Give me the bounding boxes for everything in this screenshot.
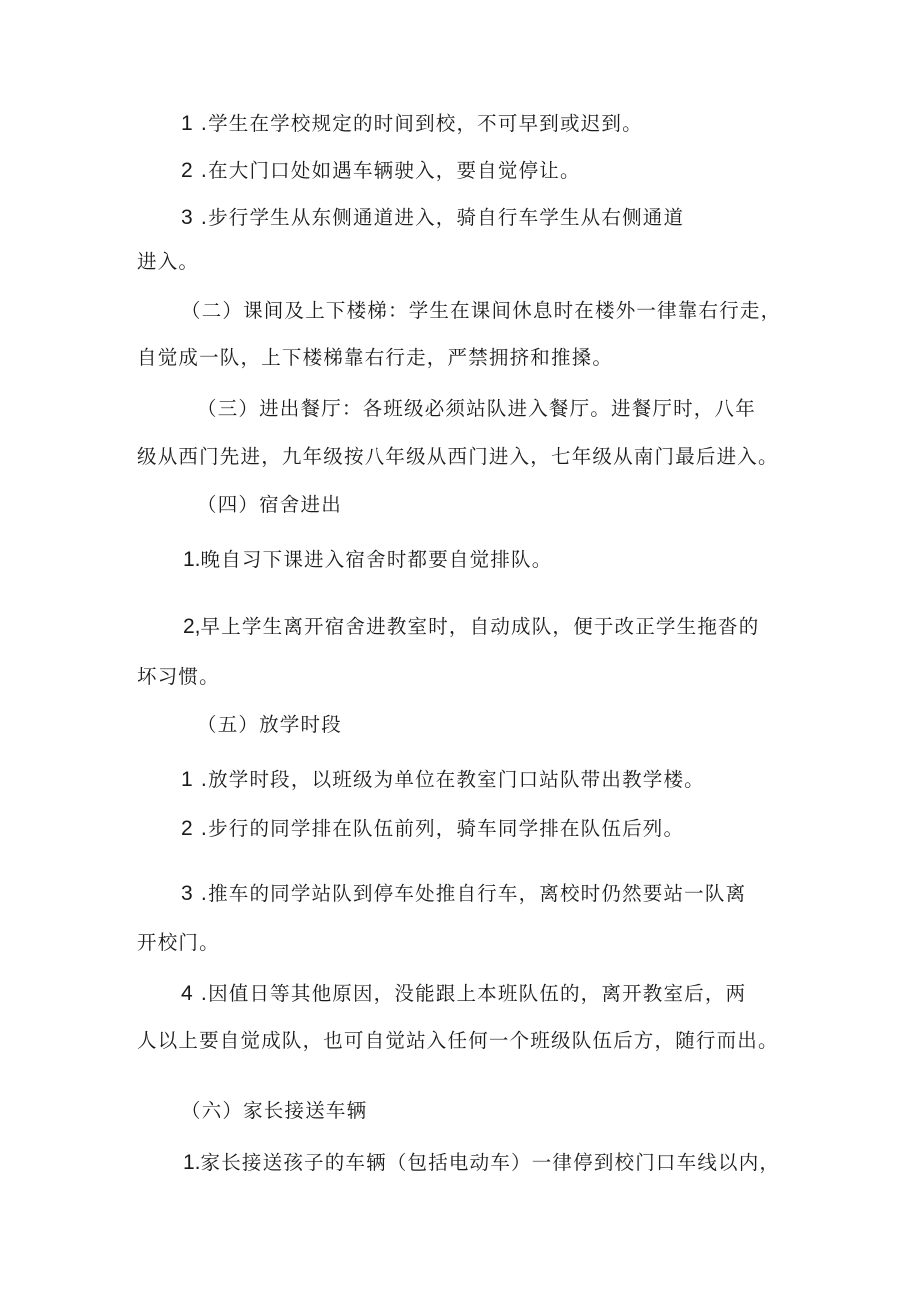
item-number: 2 bbox=[181, 159, 193, 182]
item-number: 2 bbox=[181, 817, 193, 840]
section-heading-4 bbox=[197, 491, 342, 519]
item-text: .步行的同学排在队伍前列，骑车同学排在队伍后列。 bbox=[200, 817, 685, 840]
paragraph-line bbox=[137, 929, 220, 957]
item-text: 家长接送孩子的车辆（包括电动车）一律停到校门口车线以内， bbox=[200, 1151, 781, 1174]
line-text: 坏习惯。 bbox=[137, 665, 220, 688]
item-text: 早上学生离开宿舍进教室时，自动成队，便于改正学生拖沓的 bbox=[200, 615, 760, 638]
list-item-1 bbox=[183, 1149, 780, 1177]
item-number: 1 bbox=[181, 768, 193, 791]
item-number: 1. bbox=[183, 548, 201, 571]
list-item-2 bbox=[183, 613, 759, 641]
item-number: 2, bbox=[183, 615, 201, 638]
paragraph-line bbox=[137, 1027, 779, 1055]
list-item-1 bbox=[181, 110, 643, 138]
item-text: 晚自习下课进入宿舍时都要自觉排队。 bbox=[200, 548, 553, 571]
list-item-3 bbox=[181, 204, 684, 232]
paragraph-line bbox=[137, 248, 199, 276]
line-text: 进入。 bbox=[137, 250, 200, 273]
list-item-4 bbox=[181, 980, 746, 1008]
line-text: 级从西门先进，九年级按八年级从西门进入，七年级从南门最后进入。 bbox=[137, 445, 779, 468]
item-number: 1 bbox=[181, 112, 193, 135]
item-text: .因值日等其他原因，没能跟上本班队伍的，离开教室后，两 bbox=[200, 982, 747, 1005]
line-text: （六）家长接送车辆 bbox=[181, 1099, 368, 1122]
section-heading-3 bbox=[197, 395, 756, 423]
line-text: （五）放学时段 bbox=[197, 713, 342, 736]
line-text: （二）课间及上下楼梯：学生在课间休息时在楼外一律靠右行走， bbox=[181, 299, 782, 322]
paragraph-line bbox=[137, 443, 779, 471]
line-text: 自觉成一队，上下楼梯靠右行走，严禁拥挤和推搡。 bbox=[137, 346, 614, 369]
item-number: 1. bbox=[183, 1151, 201, 1174]
list-item-2 bbox=[181, 157, 581, 185]
list-item-1 bbox=[183, 546, 552, 574]
section-heading-5 bbox=[197, 711, 342, 739]
line-text: （四）宿舍进出 bbox=[197, 493, 342, 516]
section-heading-6 bbox=[181, 1097, 367, 1125]
item-text: .步行学生从东侧通道进入，骑自行车学生从右侧通道 bbox=[200, 206, 685, 229]
list-item-2 bbox=[181, 815, 684, 843]
line-text: 人以上要自觉成队，也可自觉站入任何一个班级队伍后方，随行而出。 bbox=[137, 1029, 779, 1052]
item-text: .推车的同学站队到停车处推自行车，离校时仍然要站一队离 bbox=[200, 882, 747, 905]
item-text: .学生在学校规定的时间到校，不可早到或迟到。 bbox=[200, 112, 643, 135]
item-number: 3 bbox=[181, 206, 193, 229]
list-item-1 bbox=[181, 766, 705, 794]
item-number: 4 bbox=[181, 982, 193, 1005]
item-text: .在大门口处如遇车辆驶入，要自觉停让。 bbox=[200, 159, 581, 182]
list-item-3 bbox=[181, 880, 746, 908]
item-text: .放学时段，以班级为单位在教室门口站队带出教学楼。 bbox=[200, 768, 705, 791]
line-text: （三）进出餐厅：各班级必须站队进入餐厅。进餐厅时，八年 bbox=[197, 397, 756, 420]
paragraph-line bbox=[137, 663, 220, 691]
paragraph-line bbox=[137, 344, 613, 372]
line-text: 开校门。 bbox=[137, 931, 220, 954]
item-number: 3 bbox=[181, 882, 193, 905]
section-heading-2 bbox=[181, 297, 781, 325]
